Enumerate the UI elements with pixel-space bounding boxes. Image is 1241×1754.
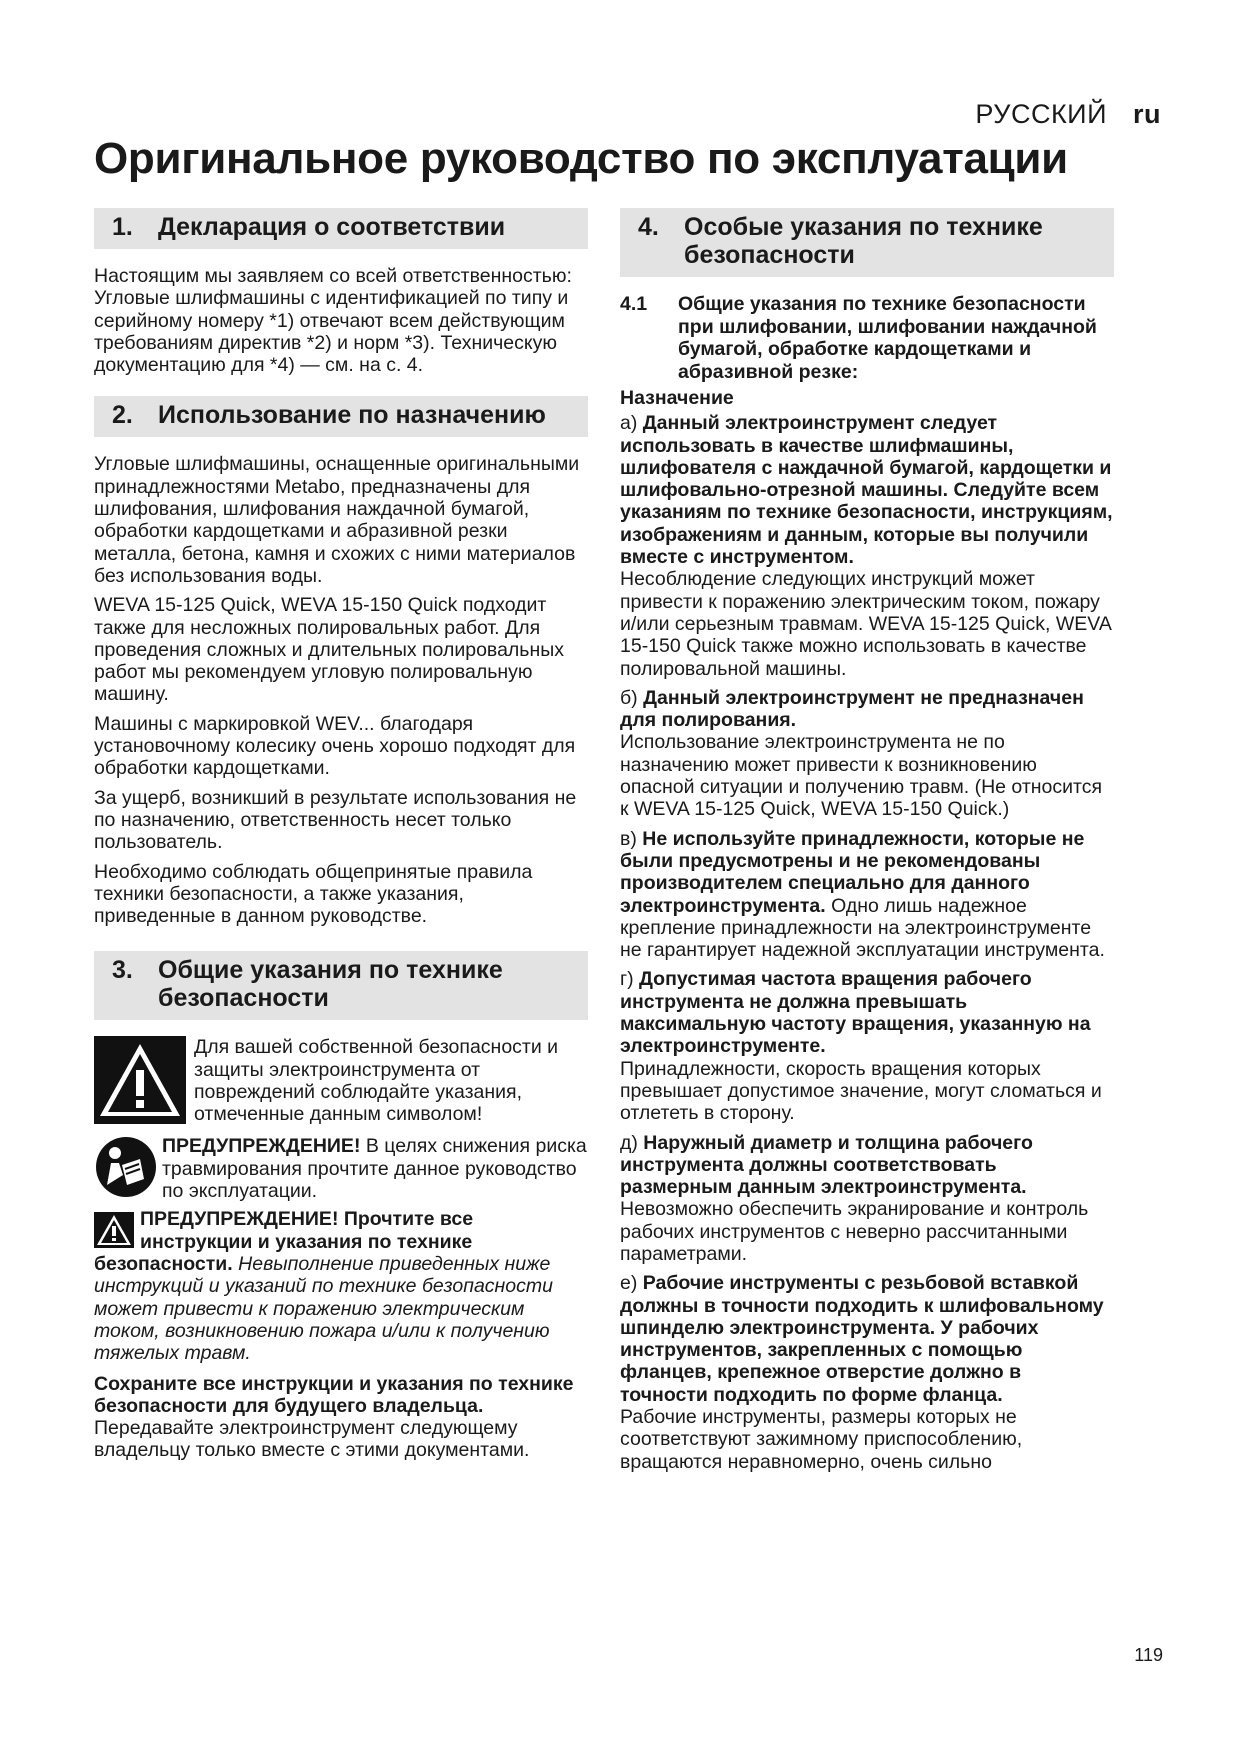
subsection-number: 4.1 [620,293,648,315]
item-text: Несоблюдение следующих инструкций может привести к поражению электрическим током, пожару и/или серьезным травмам. WEVA 15-125 Quick, WEVA 15-150 Quick также можно использовать в качестве полировальной машины. [620,568,1111,680]
language-label [975,99,1161,130]
keep-instructions-heading: Сохраните все инструкции и указания по технике безопасности для будущего владельца. [94,1372,574,1417]
purpose-label: Назначение [620,387,734,409]
item-bold: Наружный диаметр и толщина рабочего инструмента должны соответствовать размерным данным электроинструмента. [620,1131,1033,1199]
list-item: е) Рабочие инструменты с резьбовой вставкой должны в точности подходить к шлифовальному шпинделю электроинструмента. У рабочих инструментов, закрепленных с помощью фланцев, крепежное отверстие должно в точности подходить по форме фланца. Рабочие инструменты, размеры которых не соответствуют зажимному приспособлению, вращаются неравномерно, очень сильно [620,1272,1104,1473]
page-number: 119 [1134,1645,1163,1665]
section-number: 3. [112,956,133,985]
section-4-heading [620,208,1114,277]
warning-label: ПРЕДУПРЕЖДЕНИЕ! [162,1135,361,1158]
item-bold: Данный электроинструмент не предназначен для полирования. [620,686,1084,732]
declaration-paragraph: Настоящим мы заявляем со всей ответственностью: Угловые шлифмашины с идентификацией по типу и серийному номеру *1) отвечают всем действующим требованиям директив *2) и норм *3). Техническую документацию для *4) — см. на с. 4. [94,265,572,377]
section-2-heading [94,396,588,437]
paragraph: WEVA 15-125 Quick, WEVA 15-150 Quick подходит также для несложных полировальных работ. Для проведения сложных и длительных полировальных работ мы рекомендуем угловую полировальную машину. [94,594,564,706]
warning-triangle-small-icon [94,1212,134,1248]
left-column [94,208,588,1469]
list-item: д) Наружный диаметр и толщина рабочего инструмента должны соответствовать размерным данным электроинструмента. Невозможно обеспечить экранирование и контроль рабочих инструментов с неверно рассчитанными параметрами. [620,1131,1089,1265]
safety-symbol-note [94,1036,588,1129]
section-title: Декларация о соответствии [158,213,506,241]
item-text: Невозможно обеспечить экранирование и контроль рабочих инструментов с неверно рассчитанными параметрами. [620,1198,1089,1265]
item-text: Рабочие инструменты, размеры которых не соответствуют зажимному приспособлению, вращаются неравномерно, очень сильно [620,1406,1023,1473]
section-1-heading [94,208,588,249]
item-bold: Рабочие инструменты с резьбовой вставкой должны в точности подходить к шлифовальному шпинделю электроинструмента. У рабочих инструментов, закрепленных с помощью фланцев, крепежное отверстие должно в точности подходить по форме фланца. [620,1272,1104,1406]
item-bold: Не используйте принадлежности, которые не были предусмотрены и не рекомендованы производителем специально для данного электроинструмента. [620,827,1085,917]
paragraph: Необходимо соблюдать общепринятые правила техники безопасности, а также указания, приведенные в данном руководстве. [94,860,533,928]
section-number: 4. [638,213,659,241]
item-bold: Данный электроинструмент следует использовать в качестве шлифмашины, шлифователя с наждачной бумагой, кардощетки и шлифовально-отрезной машины. Следуйте всем указаниям по технике безопасности, инструкциям, изображениям и данным, которые вы получили вместе с инструментом. [620,412,1113,569]
read-all-instructions-warning [94,1208,588,1364]
list-item: а) Данный электроинструмент следует использовать в качестве шлифмашины, шлифователя с наждачной бумагой, кардощетки и шлифовально-отрезной машины. Следуйте всем указаниям по технике безопасности, инструкциям, изображениям и данным, которые вы получили вместе с инструментом. Несоблюдение следующих инструкций может привести к поражению электрическим током, пожару и/или серьезным травмам. WEVA 15-125 Quick, WEVA 15-150 Quick также можно использовать в качестве полировальной машины. [620,412,1113,680]
warning-italic: Невыполнение приведенных ниже инструкций и указаний по технике безопасности может привести к поражению электрическим током, возникновению пожара и/или к получению тяжелых травм. [94,1253,553,1365]
right-column [620,208,1114,1480]
list-item: г) Допустимая частота вращения рабочего инструмента не должна превышать максимальную частоту вращения, указанную на электроинструменте. Принадлежности, скорость вращения которых превышает допустимое значение, могут сломаться и отлететь в сторону. [620,968,1102,1125]
item-text: Одно лишь надежное крепление принадлежности на электроинструменте не гарантирует надежной эксплуатации инструмента. [620,894,1105,962]
warning-body: В целях снижения риска травмирования прочтите данное руководство по эксплуатации. [162,1135,587,1203]
section-3-heading [94,951,588,1020]
section-title: Особые указания по технике безопасности [684,213,1043,269]
section-title: Использование по назначению [158,401,546,430]
paragraph: Машины с маркировкой WEV... благодаря установочному колесику очень хорошо подходят для обработки кардощетками. [94,712,576,780]
read-manual-icon [94,1135,158,1204]
language-code: ru [1133,99,1161,129]
warning-text [162,1135,588,1202]
page-title: Оригинальное руководство по эксплуатации [94,134,1068,183]
read-manual-warning [94,1135,588,1204]
item-bold: Допустимая частота вращения рабочего инструмента не должна превышать максимальную частоту вращения, указанную на электроинструменте. [620,968,1091,1058]
subsection-title: Общие указания по технике безопасности при шлифовании, шлифовании наждачной бумагой, обработке кардощетками и абразивной резке: [678,293,1097,383]
warning-bold: ПРЕДУПРЕЖДЕНИЕ! Прочтите все инструкции и указания по технике безопасности. [94,1208,474,1276]
warning-triangle-icon [94,1036,186,1129]
subsection-4-1-heading [620,293,1114,383]
item-text: Использование электроинструмента не по назначению может привести к возникновению опасной ситуации и получению травм. (Не относится к WEVA 15-125 Quick, WEVA 15-150 Quick.) [620,731,1103,821]
paragraph: Угловые шлифмашины, оснащенные оригинальными принадлежностями Metabo, предназначены для шлифования, шлифования наждачной бумагой, обработки кардощетками и абразивной резки металла, бетона, камня и схожих с ними материалов без использования воды. [94,453,580,587]
section-number: 2. [112,401,133,430]
section-number: 1. [112,213,133,241]
item-text: Принадлежности, скорость вращения которых превышает допустимое значение, могут сломаться и отлететь в сторону. [620,1057,1102,1125]
paragraph: За ущерб, возникший в результате использования не по назначению, ответственность несет только пользователь. [94,786,577,854]
language-name: РУССКИЙ [975,99,1107,129]
keep-instructions-text: Передавайте электроинструмент следующему владельцу только вместе с этими документами. [94,1417,530,1462]
section-title: Общие указания по технике безопасности [158,956,503,1013]
list-item: в) Не используйте принадлежности, которые не были предусмотрены и не рекомендованы производителем специально для данного электроинструмента. Одно лишь надежное крепление принадлежности на электроинструменте не гарантирует надежной эксплуатации инструмента. [620,827,1105,962]
symbol-note-text: Для вашей собственной безопасности и защиты электроинструмента от повреждений соблюдайте указания, отмеченные данным символом! [194,1036,559,1126]
list-item: б) Данный электроинструмент не предназначен для полирования. Использование электроинструмента не по назначению может привести к возникновению опасной ситуации и получению травм. (Не относится к WEVA 15-125 Quick, WEVA 15-150 Quick.) [620,686,1103,821]
